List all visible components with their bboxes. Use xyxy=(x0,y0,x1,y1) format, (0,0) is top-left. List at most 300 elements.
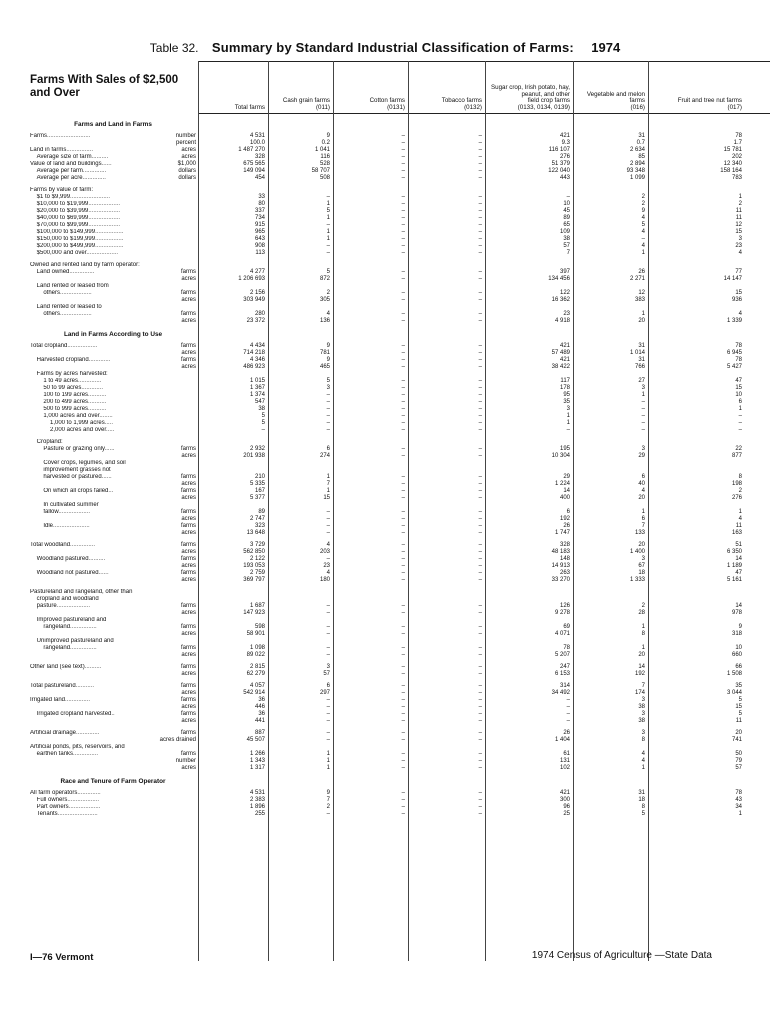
cell-col-6: 78 xyxy=(735,357,742,363)
cell-col-5: 5 xyxy=(641,222,645,228)
cell-col-3: – xyxy=(478,420,482,426)
cell-col-3: – xyxy=(478,161,482,167)
cell-col-3: – xyxy=(478,357,482,363)
table-row xyxy=(30,790,770,797)
cell-col-4: 45 xyxy=(563,208,570,214)
cell-col-4: 397 xyxy=(559,269,570,275)
cell-col-6: 5 xyxy=(738,711,742,717)
cell-col-3: – xyxy=(478,378,482,384)
cell-col-2: – xyxy=(401,168,405,174)
column-rule xyxy=(408,61,409,961)
cell-col-0: 1 687 xyxy=(249,603,265,609)
cell-col-4: 25 xyxy=(563,811,570,817)
row-unit: farms xyxy=(181,343,196,349)
cell-col-2: – xyxy=(401,556,405,562)
cell-col-1: – xyxy=(326,624,330,630)
cell-col-1: 9 xyxy=(326,790,330,796)
cell-col-3: – xyxy=(478,343,482,349)
cell-col-2: – xyxy=(401,790,405,796)
cell-col-2: – xyxy=(401,495,405,501)
cell-col-0: 486 923 xyxy=(243,364,265,370)
cell-col-0: 323 xyxy=(254,523,265,529)
cell-col-3: – xyxy=(478,147,482,153)
cell-col-4: 51 379 xyxy=(551,161,570,167)
cell-col-0: 2 747 xyxy=(249,516,265,522)
cell-col-2: – xyxy=(401,229,405,235)
row-unit: farms xyxy=(181,751,196,757)
cell-col-1: – xyxy=(326,399,330,405)
cell-col-1: 1 xyxy=(326,229,330,235)
cell-col-3: – xyxy=(478,194,482,200)
leader-dots: ........................ xyxy=(70,194,111,200)
cell-col-2: – xyxy=(401,311,405,317)
cell-col-0: 1 374 xyxy=(249,392,265,398)
cell-col-0: 36 xyxy=(258,711,265,717)
cell-col-2: – xyxy=(401,385,405,391)
table-row xyxy=(30,596,770,603)
row-unit: $1,000 xyxy=(177,161,196,167)
row-unit: acres xyxy=(181,154,196,160)
row-label: Unimproved pastureland and xyxy=(30,638,114,644)
cell-col-0: 38 xyxy=(258,406,265,412)
cell-col-3: – xyxy=(478,811,482,817)
cell-col-1: – xyxy=(326,250,330,256)
cell-col-5: 31 xyxy=(638,790,645,796)
cell-col-6: 22 xyxy=(735,446,742,452)
cell-col-3: – xyxy=(478,133,482,139)
cell-col-5: 6 xyxy=(641,516,645,522)
column-rule xyxy=(333,61,334,961)
cell-col-0: 1 896 xyxy=(249,804,265,810)
cell-col-4: 78 xyxy=(563,645,570,651)
cell-col-0: 45 507 xyxy=(246,737,265,743)
cell-col-4: 65 xyxy=(563,222,570,228)
cell-col-5: 7 xyxy=(641,523,645,529)
cell-col-4: 247 xyxy=(559,664,570,670)
cell-col-4: 61 xyxy=(563,751,570,757)
cell-col-1: – xyxy=(326,603,330,609)
cell-col-3: – xyxy=(478,758,482,764)
cell-col-0: 113 xyxy=(255,250,265,256)
cell-col-0: 1 206 693 xyxy=(238,276,265,282)
cell-col-3: – xyxy=(478,516,482,522)
cell-col-2: – xyxy=(401,236,405,242)
cell-col-4: 148 xyxy=(559,556,570,562)
cell-col-3: – xyxy=(478,276,482,282)
row-unit: acres xyxy=(181,652,196,658)
cell-col-4: 134 456 xyxy=(548,276,570,282)
cell-col-0: 5 335 xyxy=(249,481,265,487)
cell-col-2: – xyxy=(401,378,405,384)
table-row xyxy=(30,311,770,318)
column-rule xyxy=(268,61,269,961)
cell-col-2: – xyxy=(401,730,405,736)
cell-col-4: 126 xyxy=(559,603,570,609)
cell-col-3: – xyxy=(478,530,482,536)
table-row xyxy=(30,664,770,671)
table-row xyxy=(30,690,770,697)
row-label: Total woodland xyxy=(30,542,71,548)
cell-col-0: 33 xyxy=(258,194,265,200)
row-unit: acres xyxy=(181,495,196,501)
column-rule xyxy=(485,61,486,961)
cell-col-1: – xyxy=(326,413,330,419)
cell-col-2: – xyxy=(401,718,405,724)
cell-col-4: 38 xyxy=(563,236,570,242)
cell-col-2: – xyxy=(401,697,405,703)
leader-dots: ................... xyxy=(60,290,92,296)
cell-col-1: 1 xyxy=(326,236,330,242)
leader-dots: ............... xyxy=(70,542,96,548)
leader-dots: .......... xyxy=(88,556,106,562)
cell-col-4: 328 xyxy=(559,542,570,548)
table-row xyxy=(30,556,770,563)
table-row xyxy=(30,392,770,399)
cell-col-5: 2 894 xyxy=(629,161,645,167)
cell-col-1: 116 xyxy=(320,154,330,160)
table-row xyxy=(30,215,770,222)
row-label: 1 to 49 acres xyxy=(30,378,79,384)
cell-col-1: – xyxy=(326,631,330,637)
row-label: 200 to 499 acres xyxy=(30,399,89,405)
cell-col-0: 441 xyxy=(254,718,265,724)
row-unit: farms xyxy=(181,311,196,317)
cell-col-1: 465 xyxy=(319,364,330,370)
column-header-line: Sugar crop, Irish potato, hay, peanut, and other xyxy=(491,84,570,98)
row-label: 100 to 199 acres xyxy=(30,392,89,398)
cell-col-1: 781 xyxy=(319,350,330,356)
cell-col-4: 14 xyxy=(563,488,570,494)
footer-source: 1974 Census of Agriculture —State Data xyxy=(531,950,712,961)
cell-col-1: – xyxy=(326,406,330,412)
cell-col-1: 58 707 xyxy=(311,168,330,174)
cell-col-0: 1 098 xyxy=(249,645,265,651)
cell-col-2: – xyxy=(401,690,405,696)
leader-dots: ...... xyxy=(104,446,115,452)
cell-col-0: 2 122 xyxy=(249,556,265,562)
cell-col-5: 133 xyxy=(634,530,645,536)
section-heading: Farms and Land in Farms xyxy=(74,121,152,128)
row-unit: farms xyxy=(181,645,196,651)
column-header-line: Cash grain farms xyxy=(282,97,330,104)
row-label: Land owned xyxy=(30,269,70,275)
cell-col-3: – xyxy=(478,751,482,757)
cell-col-1: – xyxy=(326,730,330,736)
cell-col-4: 10 304 xyxy=(551,453,570,459)
column-header-line: (0131) xyxy=(387,103,405,111)
row-unit: acres drained xyxy=(159,737,196,743)
cell-col-2: – xyxy=(401,133,405,139)
cell-col-4: 10 xyxy=(563,201,570,207)
cell-col-3: – xyxy=(478,704,482,710)
leader-dots: ........ xyxy=(99,413,113,419)
cell-col-1: 0.2 xyxy=(321,140,330,146)
cell-col-3: – xyxy=(478,243,482,249)
cell-col-5: 1 xyxy=(641,645,645,651)
cell-col-5: 38 xyxy=(638,704,645,710)
leader-dots: ................. xyxy=(95,243,124,249)
row-unit: acres xyxy=(181,704,196,710)
row-label: $20,000 to $39,999 xyxy=(30,208,89,214)
cell-col-5: 1 xyxy=(641,765,645,771)
row-label: Land rented or leased to xyxy=(30,304,102,310)
cell-col-0: 1 015 xyxy=(249,378,265,384)
cell-col-6: 4 xyxy=(738,250,742,256)
cell-col-4: 4 918 xyxy=(554,318,570,324)
table-row xyxy=(30,467,770,474)
column-header-3 xyxy=(410,67,486,111)
cell-col-6: 163 xyxy=(731,530,742,536)
row-unit: acres xyxy=(181,350,196,356)
cell-col-5: – xyxy=(641,427,645,433)
cell-col-1: 23 xyxy=(323,563,330,569)
cell-col-4: 276 xyxy=(559,154,570,160)
table-row xyxy=(30,683,770,690)
row-label: Tenants xyxy=(30,811,58,817)
cell-col-5: 12 xyxy=(638,290,645,296)
row-unit: number xyxy=(175,758,196,764)
cell-col-4: 122 040 xyxy=(548,168,570,174)
cell-col-3: – xyxy=(478,208,482,214)
row-label: All farm operators xyxy=(30,790,78,796)
table-year: 1974 xyxy=(591,40,621,55)
table-row xyxy=(30,318,770,325)
cell-col-3: – xyxy=(478,215,482,221)
cell-col-5: 3 xyxy=(641,711,645,717)
cell-col-1: 3 xyxy=(326,385,330,391)
cell-col-5: 20 xyxy=(638,318,645,324)
cell-col-6: 936 xyxy=(731,297,742,303)
cell-col-4: 314 xyxy=(559,683,570,689)
cell-col-6: 1 508 xyxy=(726,671,742,677)
cell-col-6: 4 xyxy=(738,516,742,522)
cell-col-4: – xyxy=(566,704,570,710)
cell-col-0: 36 xyxy=(258,697,265,703)
cell-col-2: – xyxy=(401,631,405,637)
cell-col-1: 1 xyxy=(326,488,330,494)
cell-col-2: – xyxy=(401,474,405,480)
cell-col-1: – xyxy=(326,652,330,658)
cell-col-0: 23 372 xyxy=(246,318,265,324)
cell-col-3: – xyxy=(478,488,482,494)
cell-col-1: 9 xyxy=(326,357,330,363)
cell-col-1: – xyxy=(326,704,330,710)
cell-col-0: 2 815 xyxy=(249,664,265,670)
cell-col-2: – xyxy=(401,420,405,426)
cell-col-1: – xyxy=(326,556,330,562)
cell-col-1: 5 xyxy=(326,208,330,214)
row-label: Average per acre xyxy=(30,175,83,181)
cell-col-6: 783 xyxy=(731,175,742,181)
cell-col-5: 1 xyxy=(641,250,645,256)
cell-col-0: 89 022 xyxy=(246,652,265,658)
table-row xyxy=(30,516,770,523)
cell-col-6: 77 xyxy=(735,269,742,275)
header-rule xyxy=(198,113,770,114)
cell-col-1: – xyxy=(326,610,330,616)
cell-col-3: – xyxy=(478,624,482,630)
cell-col-4: 35 xyxy=(563,399,570,405)
cell-col-1: 2 xyxy=(326,290,330,296)
cell-col-1: – xyxy=(326,811,330,817)
cell-col-6: 2 xyxy=(738,488,742,494)
cell-col-3: – xyxy=(478,804,482,810)
cell-col-6: 6 350 xyxy=(726,549,742,555)
table-row xyxy=(30,147,770,154)
row-label: improvement grasses not xyxy=(30,467,111,473)
cell-col-6: 3 xyxy=(738,236,742,242)
row-label: Idle xyxy=(30,523,54,529)
table-row xyxy=(30,610,770,617)
cell-col-1: 5 xyxy=(326,269,330,275)
cell-col-5: 2 xyxy=(641,201,645,207)
cell-col-5: 3 xyxy=(641,697,645,703)
cell-col-5: – xyxy=(641,236,645,242)
section-heading: Race and Tenure of Farm Operator xyxy=(60,778,166,785)
table-heading: Farms With Sales of $2,500 and Over xyxy=(30,74,179,99)
cell-col-0: 4 277 xyxy=(249,269,265,275)
leader-dots: ............... xyxy=(69,269,95,275)
leader-dots: ................... xyxy=(88,222,121,228)
cell-col-2: – xyxy=(401,758,405,764)
column-header-line: (0132) xyxy=(464,103,482,111)
cell-col-2: – xyxy=(401,610,405,616)
row-label: Improved pastureland and xyxy=(30,617,107,623)
cell-col-0: 547 xyxy=(254,399,265,405)
cell-col-5: 67 xyxy=(638,563,645,569)
column-header-line: (016) xyxy=(630,103,645,111)
table-row xyxy=(30,711,770,718)
cell-col-3: – xyxy=(478,610,482,616)
row-unit: percent xyxy=(175,140,196,146)
cell-col-1: 6 xyxy=(326,683,330,689)
cell-col-0: 454 xyxy=(254,175,265,181)
leader-dots: ................... xyxy=(88,208,121,214)
cell-col-6: 15 xyxy=(735,385,742,391)
cell-col-4: 131 xyxy=(559,758,570,764)
row-unit: number xyxy=(175,133,196,139)
cell-col-4: – xyxy=(566,711,570,717)
cell-col-2: – xyxy=(401,488,405,494)
cell-col-5: 38 xyxy=(638,718,645,724)
cell-col-6: 12 340 xyxy=(723,161,742,167)
table-row xyxy=(30,187,770,194)
cell-col-3: – xyxy=(478,446,482,452)
table-row xyxy=(30,737,770,744)
cell-col-6: 1 xyxy=(738,406,742,412)
cell-col-1: 9 xyxy=(326,133,330,139)
cell-col-5: 4 xyxy=(641,215,645,221)
table-row xyxy=(30,631,770,638)
row-unit: farms xyxy=(181,730,196,736)
cell-col-5: 5 xyxy=(641,811,645,817)
row-label: others xyxy=(30,311,61,317)
cell-col-3: – xyxy=(478,765,482,771)
cell-col-0: 5 377 xyxy=(249,495,265,501)
row-label: 2,000 acres and over xyxy=(30,427,107,433)
cell-col-6: 198 xyxy=(731,481,742,487)
row-unit: farms xyxy=(181,603,196,609)
cell-col-4: 192 xyxy=(559,516,570,522)
cell-col-2: – xyxy=(401,481,405,487)
cell-col-3: – xyxy=(478,523,482,529)
cell-col-3: – xyxy=(478,737,482,743)
table-row xyxy=(30,744,770,751)
cell-col-2: – xyxy=(401,624,405,630)
cell-col-1: – xyxy=(326,697,330,703)
cell-col-2: – xyxy=(401,811,405,817)
cell-col-1: 4 xyxy=(326,311,330,317)
leader-dots: .......... xyxy=(91,154,109,160)
cell-col-4: 23 xyxy=(563,311,570,317)
cell-col-1: 7 xyxy=(326,797,330,803)
cell-col-3: – xyxy=(478,563,482,569)
row-unit: acres xyxy=(181,690,196,696)
cell-col-4: 6 xyxy=(566,509,570,515)
row-label: $500,000 and over xyxy=(30,250,87,256)
cell-col-5: 1 014 xyxy=(629,350,645,356)
cell-col-0: 4 434 xyxy=(249,343,265,349)
cell-col-4: – xyxy=(566,194,570,200)
cell-col-5: 4 xyxy=(641,488,645,494)
cell-col-2: – xyxy=(401,350,405,356)
row-label: Harvested cropland xyxy=(30,357,89,363)
cell-col-1: 1 041 xyxy=(314,147,330,153)
leader-dots: ...................... xyxy=(53,523,90,529)
cell-col-2: – xyxy=(401,392,405,398)
table-row xyxy=(30,758,770,765)
leader-dots: ............... xyxy=(73,751,99,757)
table-row xyxy=(30,481,770,488)
cell-col-4: 57 xyxy=(563,243,570,249)
cell-col-0: 965 xyxy=(254,229,265,235)
leader-dots: ................ xyxy=(70,624,97,630)
cell-col-5: 31 xyxy=(638,343,645,349)
leader-dots: ................. xyxy=(95,236,124,242)
cell-col-4: 38 422 xyxy=(551,364,570,370)
cell-col-2: – xyxy=(401,652,405,658)
cell-col-0: 193 053 xyxy=(243,563,265,569)
cell-col-5: 2 634 xyxy=(629,147,645,153)
cell-col-0: 4 346 xyxy=(249,357,265,363)
cell-col-2: – xyxy=(401,243,405,249)
cell-col-4: 1 xyxy=(566,420,570,426)
cell-col-3: – xyxy=(478,453,482,459)
row-unit: acres xyxy=(181,671,196,677)
table-row xyxy=(30,542,770,549)
table-row xyxy=(30,730,770,737)
cell-col-1: 1 xyxy=(326,201,330,207)
cell-col-1: 15 xyxy=(323,495,330,501)
cell-col-3: – xyxy=(478,671,482,677)
row-label: On which all crops failed xyxy=(30,488,109,494)
cell-col-2: – xyxy=(401,664,405,670)
leader-dots: ...... xyxy=(101,161,112,167)
row-label: Farms xyxy=(30,133,47,139)
row-label: Average size of farm xyxy=(30,154,92,160)
row-label: 1,000 to 1,999 acres xyxy=(30,420,105,426)
cell-col-6: 14 xyxy=(735,556,742,562)
row-label: $40,000 to $69,999 xyxy=(30,215,89,221)
cell-col-6: 8 xyxy=(738,474,742,480)
cell-col-6: 78 xyxy=(735,790,742,796)
cell-col-3: – xyxy=(478,229,482,235)
cell-col-5: 2 271 xyxy=(629,276,645,282)
cell-col-5: 14 xyxy=(638,664,645,670)
cell-col-0: 149 094 xyxy=(243,168,265,174)
cell-col-4: – xyxy=(566,697,570,703)
cell-col-4: 109 xyxy=(559,229,570,235)
